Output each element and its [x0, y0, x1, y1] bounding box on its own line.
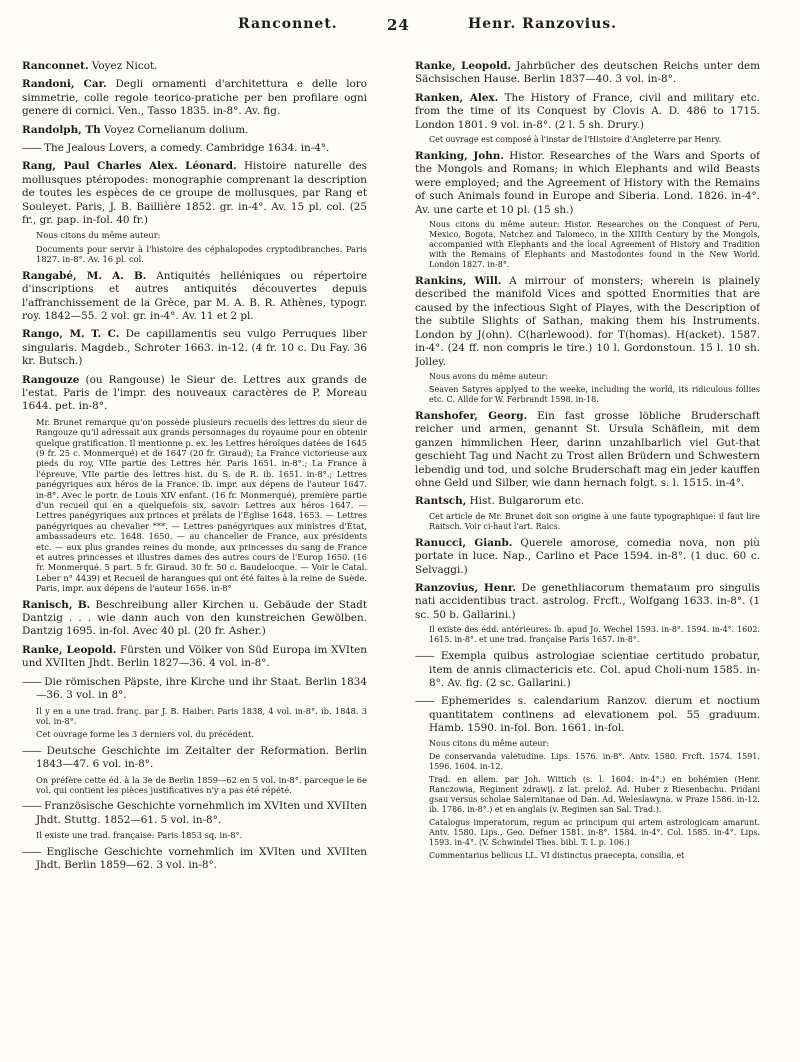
bibliography-entry: [415, 275, 760, 405]
running-head-right: Henr. Ranzovius.: [468, 16, 618, 32]
entry-note: De conservanda valetudine. Lips. 1576. in-8°. Antv. 1580. Frcft. 1574. 1591. 1596. 1604. in-12.: [429, 751, 760, 771]
entry-description: Querele amorose, comedia nova, non più portate in luce. Nap., Carlino et Pace 1594. in-8°. (1 duc. 60 c. Selvaggi.): [415, 536, 760, 576]
entry-author: Ranshofer, Georg.: [415, 409, 528, 422]
entry-description: Histor. Researches of the Wars and Sports of the Mongols and Romans; in which Elephants and wild Beasts were employed; and the Agreement of History with the Remains of such Animals found in Europe and Siberia. Lond. 1826. in-4°. Av. une carte et 10 pl. (15 sh.): [415, 150, 760, 216]
entry-author: Rankins, Will.: [415, 275, 502, 288]
bibliography-entry: [22, 800, 367, 840]
entry-description: Hist. Bulgarorum etc.: [466, 495, 585, 508]
entry-description: Ephemerides s. calendarium Ranzov. dierum et noctium quantitatem continens ad elevationem pol. 55 graduum. Hamb. 1590. in-fol. Bon. 1661. in-fol.: [429, 695, 760, 735]
bibliography-entry: [22, 644, 367, 671]
ditto-dash: ——: [22, 800, 41, 813]
entry-author: Rangabé, M. A. B.: [22, 269, 147, 282]
entry-description: Deutsche Geschichte im Zeitalter der Reformation. Berlin 1843—47. 6 vol. in-8°.: [36, 744, 367, 771]
entry-note: Catalogus imperatorum, regum ac principum qui artem astrologicam amarunt. Antv. 1580. Lips., Geo. Defner 1581. in-8°. 1584. in-4°. Col. 1585. in-4°. Lips. 1593. in-4°. (V. Schwindel Thes. bibl. T. I. p. 106.): [429, 817, 760, 847]
entry-note: Documents pour servir à l'histoire des céphalopodes cryptodibranches. Paris 1827. in-8°. Av. 16 pl. col.: [36, 243, 367, 265]
bibliography-entry: [22, 328, 367, 368]
bibliography-entry: [22, 270, 367, 324]
entry-note: Cet ouvrage forme les 3 derniers vol. du précédent.: [36, 729, 254, 740]
bibliography-entry: [415, 92, 760, 145]
entry-note: Mr. Brunet remarque qu'on possède plusieurs recueils des lettres du sieur de Rangouze qu'il adressait aux grands personnages du royaume pour en obtenir quelque gratification. Il mentionne p. ex. les Lettres héroïques datées de 1645 (9 fr. 25 c. Monmerqué) et de 1647 (20 fr. Giraud); La France victorieuse aux pieds du roy, VIIe partie des Lettres hér. Paris 1651. in-8°.; La France à l'épreuve, VIIe partie des lettres hist. du S. de R. ib. 1651. in-8°.; Lettres panégyriques aux héros de la France. ib. impr. aux dépens de l'auteur 1647. in-8°. Avec le portr. de Louis XIV enfant. (16 fr. Monmerqué), première partie d'un recueil qui en a quelquefois six, savoir: Lettres aux héros 1647. — Lettres panégyriques aux princes et prélats de l'Église 1648. 1653. — Lettres panégyriques au chevalier ***. — Lettres panégyriques aux ministres d'État, ambassadeurs etc. 1648. 1650. — au chancelier de France, aux présidents etc. — aux plus grandes reines du monde, aux princesses du sang de France et autres princesses et illustres dames des autres cours de l'Europ 1650. (16 fr. Monmerqué. 5 part. 5 fr. Giraud. 30 fr. 50 c. Baudelocque. — Voir le Catal. Leber n° 4439) et Recueil de harangues qui ont été faites à la reine de Suède. Paris, impr. aux dépens de l'auteur 1656. in-8°: [36, 416, 367, 594]
entry-description: Jahrbücher des deutschen Reichs unter dem Sächsischen Hause. Berlin 1837—40. 3 vol. in-8°.: [415, 60, 760, 86]
entry-description: De capillamentis seu vulgo Perruques liber singularis. Magdeb., Schroter 1663. in-12. (4 fr. 10 c. Du Fay. 36 kr. Butsch.): [22, 328, 367, 368]
ditto-dash: ——: [22, 142, 41, 155]
ditto-dash: ——: [22, 675, 41, 688]
entry-text: [415, 150, 760, 217]
entry-text: [415, 92, 760, 132]
entry-text: [22, 644, 367, 671]
entry-description: A mirrour of monsters; wherein is plainely described the manifold Vices and spotted Enormities that are caused by the infectious Sight of Playes, with the Description of the subtile Slights of Sathan, making them his Instruments. London by J(ohn). C(harlewood). for T(homas). H(acket). 1587. in-4°. (24 ff. non compris le tire.) 10 l. Gordonstoun. 15 l. 10 sh. Jolley.: [415, 275, 760, 368]
entry-description: Exempla quibus astrologiae scientiae certitudo probatur, item de annis climactericis etc. Col. apud Choli-num 1585. in-8°. Av. fig. (2 sc. Gallarini.): [429, 650, 760, 689]
entry-description: Fürsten und Völker von Süd Europa im XVIten und XVIIten Jhdt. Berlin 1827—36. 4 vol. in-8°.: [22, 643, 367, 670]
entry-author: Ranucci, Gianb.: [415, 536, 513, 549]
bibliography-entry: [415, 495, 760, 531]
bibliography-entry: [415, 60, 760, 87]
entry-text: [22, 676, 367, 703]
entry-description: The Jealous Lovers, a comedy. Cambridge 1634. in-4°.: [40, 142, 330, 155]
entry-author: Ranconnet.: [22, 60, 89, 72]
entry-author: Rang, Paul Charles Alex. Léonard.: [22, 160, 237, 173]
bibliography-entry: [22, 60, 367, 73]
entry-text: [22, 60, 367, 73]
bibliography-entry: [415, 150, 760, 270]
entry-description: De genethliacorum themataum pro singulis nati accidentibus tract. astrolog. Frcft., Wolfgang 1633. in-8°. (1 sc. 50 b. Gallarini.): [415, 581, 760, 621]
bibliography-entry: [415, 695, 760, 860]
entry-text: [22, 745, 367, 772]
entry-text: [415, 537, 760, 577]
entry-description: Voyez Nicot.: [88, 60, 158, 72]
bibliography-entry: [415, 410, 760, 490]
entry-author: Rango, M. T. C.: [22, 328, 120, 341]
bibliography-entry: [22, 599, 367, 639]
entry-note: Il existe une trad. française: Paris 1853 sq. in-8°.: [36, 830, 243, 841]
entry-text: [415, 695, 760, 735]
bibliography-entry: [22, 160, 367, 264]
entry-note: Nous citons du même auteur:: [36, 230, 161, 241]
entry-text: [415, 650, 760, 690]
bibliography-entry: [415, 537, 760, 577]
entry-text: [22, 374, 367, 414]
entry-description: Degli ornamenti d'architettura e delle loro simmetrie, colle regole teorico-pratiche per ben profilare ogni genere di cornici. Ven., Tasso 1835. in-8°. Av. fig.: [22, 78, 367, 118]
entry-description: (ou Rangouse) le Sieur de. Lettres aux grands de l'estat. Paris de l'impr. des nouveaux caractères de P. Moreau 1644. pet. in-8°.: [22, 373, 367, 413]
entry-text: [22, 846, 367, 873]
entry-description: Voyez Cornelianum dolium.: [100, 123, 249, 136]
entry-note: Il existe des édd. antérieures: ib. apud Jo. Wechel 1593. in-8°. 1594. in-4°. 1602. 1615. in-8°. et une trad. française Paris 1657. in-8°.: [429, 625, 760, 645]
entry-note: Il y en a une trad. franç. par J. B. Haiber: Paris 1838, 4 vol. in-8°. ib. 1848. 3 vol. in-8°.: [36, 705, 367, 726]
entry-note: On préfère cette éd. à la 3e de Berlin 1859—62 en 5 vol. in-8°. parceque le 6e vol. qui contient les pièces justificatives n'y a pas été répété.: [36, 774, 367, 795]
entry-author: Ranke, Leopold.: [415, 60, 511, 72]
entry-text: [22, 270, 367, 324]
ditto-dash: ——: [415, 695, 434, 708]
bibliography-entry: [22, 676, 367, 740]
entry-note: Nous citons du même auteur: Histor. Researches on the Conquest of Peru, Mexico, Bogota, Natchez and Talomeco, in the XIIIth Century by the Mongols, accompanied with Elephants and the local Agreement of History and Tradition with the Remains of Elephants and Mastodontes found in the New World. London 1827. in-8°.: [429, 220, 760, 270]
entry-description: Antiquités helléniques ou répertoire d'inscriptions et autres antiquités découvertes depuis l'affranchissement de la Grèce, par M. A. B. R. Athènes, typogr. roy. 1842—55. 2 vol. gr. in-4°. Av. 11 et 2 pl.: [22, 269, 367, 322]
entry-text: [415, 60, 760, 87]
entry-text: [22, 800, 367, 827]
bibliography-entry: [22, 745, 367, 796]
entry-description: Französische Geschichte vornehmlich im XVIten und XVIIten Jhdt. Stuttg. 1852—61. 5 vol. in-8°.: [36, 800, 367, 826]
bibliography-entry: [22, 846, 367, 873]
entry-note: Cet ouvrage est composé à l'instar de l'Histoire d'Angleterre par Henry.: [429, 135, 722, 145]
entry-author: Rangouze: [22, 373, 80, 386]
entry-note: Cet article de Mr. Brunet doit son origine à une faute typographique: il faut lire Raitsch. Voir ci-haut l'art. Raics.: [429, 511, 760, 531]
entry-text: [22, 160, 367, 227]
entry-note: Nous citons du même auteur:: [429, 738, 550, 748]
entry-description: Beschreibung aller Kirchen u. Gebäude der Stadt Dantzig . . . wie dann auch von den kunstreichen Gewölben. Dantzig 1695. in-fol. Avec 40 pl. (20 fr. Asher.): [22, 598, 367, 638]
page-number: 24: [387, 16, 410, 34]
entry-text: [22, 328, 367, 368]
ditto-dash: ——: [415, 650, 434, 663]
entry-note: Trad. en allem. par Joh. Wittich (s. l. 1604. in-4°.) en bohémien (Henr. Ranczowia, Regiment zdrawij. z lat. prelož. Ad. Huber z Riesenbachu. Pridani gsau versus scholae Salernitanae od Dan. Ad. Weleslawyna. w Praze 1586. in-12. ib. 1786. in-8°.) et en anglais (v. Regimen san Sal. Trad.).: [429, 774, 760, 814]
entry-text: [22, 124, 367, 137]
entry-text: [415, 582, 760, 622]
entry-author: Ranking, John.: [415, 150, 504, 163]
entry-text: [22, 78, 367, 118]
entry-author: Ranke, Leopold.: [22, 643, 117, 656]
entry-note: Commentarius bellicus LL. VI distinctus praecepta, consilia, et: [429, 850, 685, 860]
entry-text: [22, 142, 367, 155]
entry-author: Ranzovius, Henr.: [415, 581, 517, 594]
right-column: [415, 60, 760, 866]
entry-description: Die römischen Päpste, ihre Kirche und ihr Staat. Berlin 1834—36. 3 vol. in 8°.: [36, 675, 367, 702]
entry-author: Ranisch, B.: [22, 598, 91, 611]
ditto-dash: ——: [22, 845, 41, 858]
left-column: [22, 60, 367, 877]
entry-description: Ein fast grosse löbliche Bruderschaft reicher und armen, genannt St. Ursula Schäflein, mit dem ganzen himmlichen Heer, darinn unzahlbarlich viel Gut-that geschieht Tag und Nacht zu Trost allen Brüdern und Schwestern lebendig und tod, und solche Bruderschaft mag ein jeder kauffen ohne Geld und Silber, wie dann hernach folgt. s. l. 1515. in-4°.: [415, 409, 760, 489]
bibliography-entry: [22, 142, 367, 155]
entry-text: [22, 599, 367, 639]
bibliography-entry: [415, 650, 760, 690]
ditto-dash: ——: [22, 744, 41, 757]
entry-author: Ranken, Alex.: [415, 91, 499, 104]
entry-description: Histoire naturelle des mollusques ptéropodes: monographie comprenant la description de toutes les espèces de ce groupe de mollusques, par Rang et Souleyet. Paris, J. B. Baillière 1852. gr. in-4°. Av. 15 pl. col. (25 fr., gr. pap. in-fol. 40 fr.): [22, 160, 367, 227]
entry-author: Randolph, Th: [22, 123, 101, 136]
entry-text: [415, 275, 760, 369]
running-head-left: Ranconnet.: [238, 16, 338, 32]
entry-author: Randoni, Car.: [22, 78, 107, 91]
bibliography-entry: [22, 374, 367, 594]
bibliography-entry: [415, 582, 760, 645]
entry-text: [415, 495, 760, 508]
bibliography-entry: [22, 124, 367, 137]
entry-description: The History of France, civil and military etc. from the time of its Conquest by Clovis A. D. 486 to 1715. London 1801. 9 vol. in-8°. (2 l. 5 sh. Drury.): [415, 91, 760, 131]
entry-note: Nous avons du même auteur:: [429, 371, 549, 381]
entry-author: Rantsch,: [415, 495, 467, 508]
entry-description: Englische Geschichte vornehmlich im XVIten und XVIIten Jhdt. Berlin 1859—62. 3 vol. in-8°.: [36, 845, 367, 871]
entry-note: Seaven Satyres applyed to the weeke, including the world, its ridiculous follies etc. C. Allde for W. Ferbrandt 1598. in-18.: [429, 384, 760, 404]
entry-text: [415, 410, 760, 490]
bibliography-entry: [22, 78, 367, 118]
